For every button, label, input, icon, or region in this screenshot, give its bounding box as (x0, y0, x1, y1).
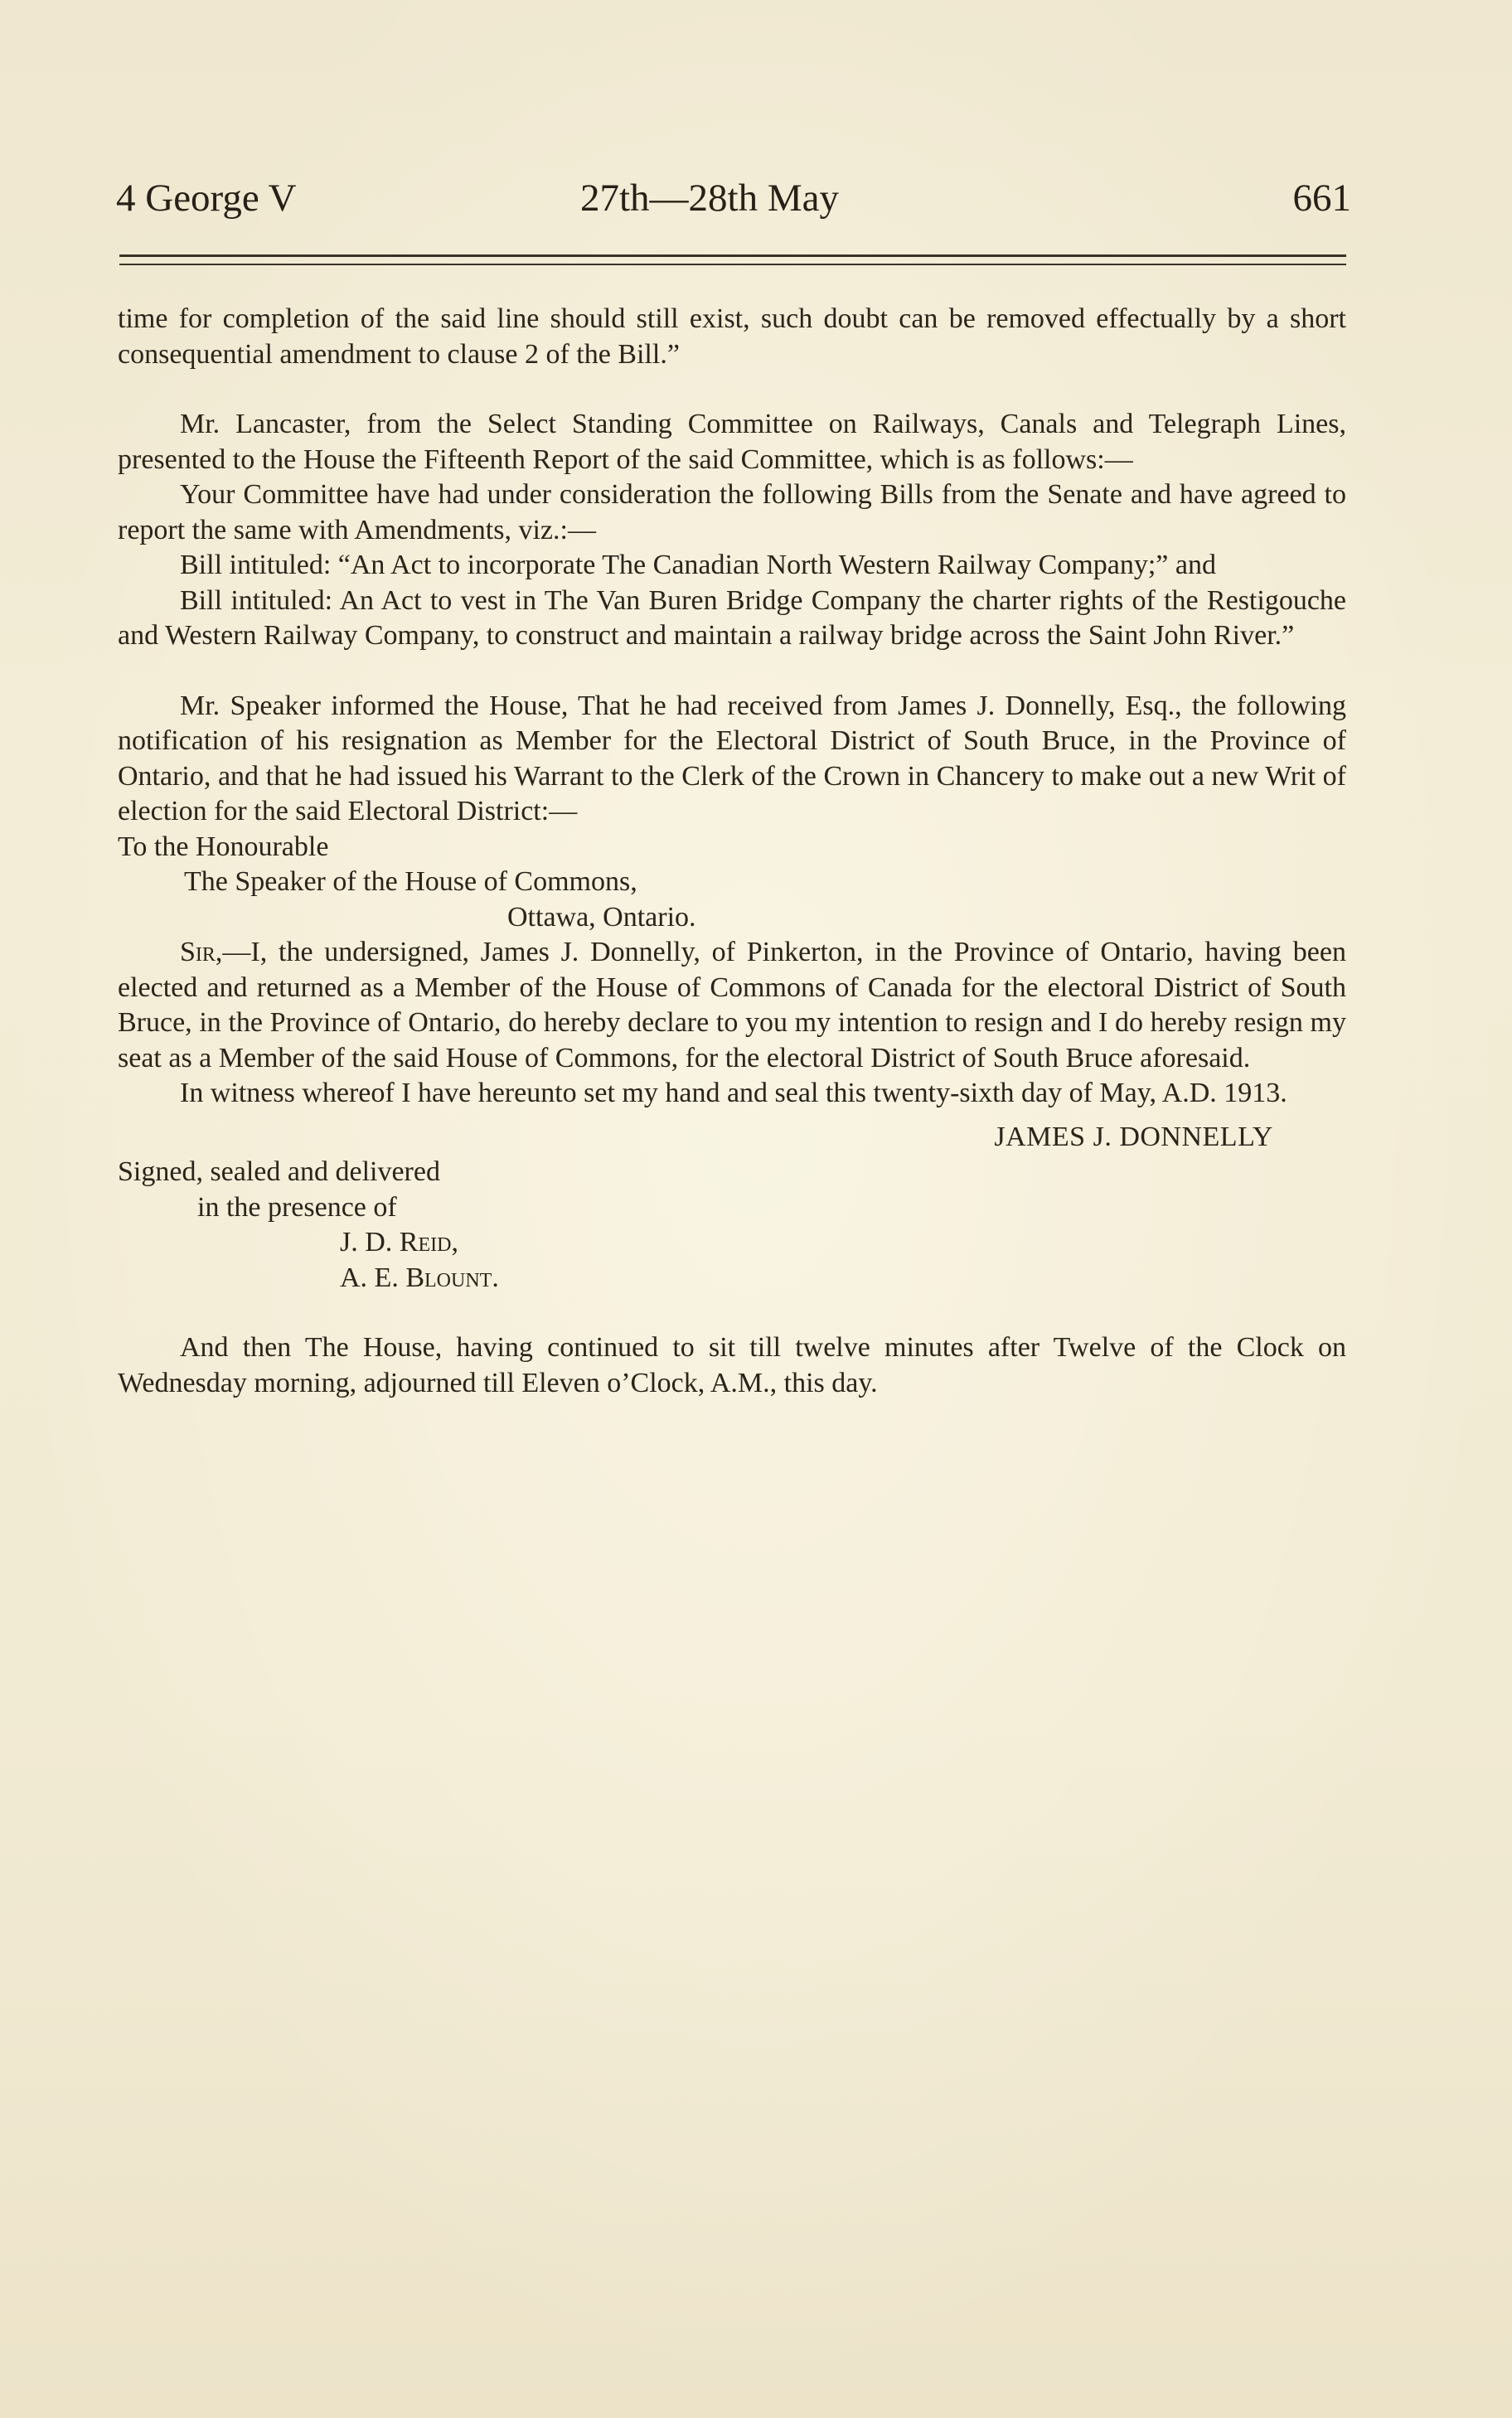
paragraph-continuation: time for completion of the said line should still exist, such doubt can be removed effectually by a short consequential amendment to clause 2 of the Bill.” (118, 303, 1346, 370)
header-rule-bottom (119, 264, 1346, 265)
paragraph-committee-bills: Your Committee have had under consideration the following Bills from the Senate and have agreed to report the same with Amendments, viz.:— (118, 479, 1346, 545)
paragraph-bill-two: Bill intituled: An Act to vest in The Van Buren Bridge Company the charter rights of the Restigouche and Western Railway Company, to construct and maintain a railway bridge across the Saint John River.” (118, 584, 1346, 651)
page-number: 661 (1292, 177, 1351, 220)
page-body (118, 302, 1346, 1401)
letter-body-main (118, 935, 1346, 1076)
header-regnal-year: 4 George V (116, 177, 297, 220)
paragraph-bill-one: Bill intituled: “An Act to incorporate The Canadian North Western Railway Company;” and (180, 550, 1216, 580)
header-date: 27th—28th May (580, 177, 840, 220)
header-rule-top (119, 254, 1346, 257)
letter-body-text: —I, the undersigned, James J. Donnelly, of Pinkerton, in the Province of Ontario, having been elected and returned as a Member of the House of Commons of Canada for the electoral District of South Bruce, in the Province of Ontario, do hereby declare to you my intention to resign and I do hereby resign my seat as a Member of the said House of Commons, for the electoral District of South Bruce aforesaid. (118, 937, 1346, 1073)
letter-address-line3: Ottawa, Ontario. (507, 901, 696, 933)
signed-line1: Signed, sealed and delivered (118, 1156, 440, 1187)
witness-two: A. E. Blount. (340, 1262, 499, 1293)
witness-one: J. D. Reid, (340, 1227, 458, 1257)
paragraph-committee-report: Mr. Lancaster, from the Select Standing Committee on Railways, Canals and Telegraph Lines, presented to the House the Fifteenth Report of the said Committee, which is as follows:— (118, 409, 1346, 475)
paragraph-adjournment: And then The House, having continued to sit till twelve minutes after Twelve of the Clock on Wednesday morning, adjourned till Eleven o’Clock, A.M., this day. (118, 1332, 1346, 1398)
letter-address-line2: The Speaker of the House of Commons, (184, 866, 637, 897)
resignation-letter (118, 830, 1346, 1296)
letter-address-line1: To the Honourable (118, 831, 329, 862)
letter-salutation: Sir, (180, 937, 223, 967)
signed-line2: in the presence of (197, 1191, 397, 1223)
page-header (116, 176, 1351, 225)
paragraph-speaker-notice: Mr. Speaker informed the House, That he had received from James J. Donnelly, Esq., the following notification of his resignation as Member for the Electoral District of South Bruce, in the Province of Ontario, and that he had issued his Warrant to the Clerk of the Crown in Chancery to make out a new Writ of election for the said Electoral District:— (118, 690, 1346, 826)
letter-body-witness: In witness whereof I have hereunto set my hand and seal this twenty-sixth day of May, A.D. 1913. (180, 1078, 1287, 1108)
letter-signature: JAMES J. DONNELLY (994, 1121, 1273, 1152)
